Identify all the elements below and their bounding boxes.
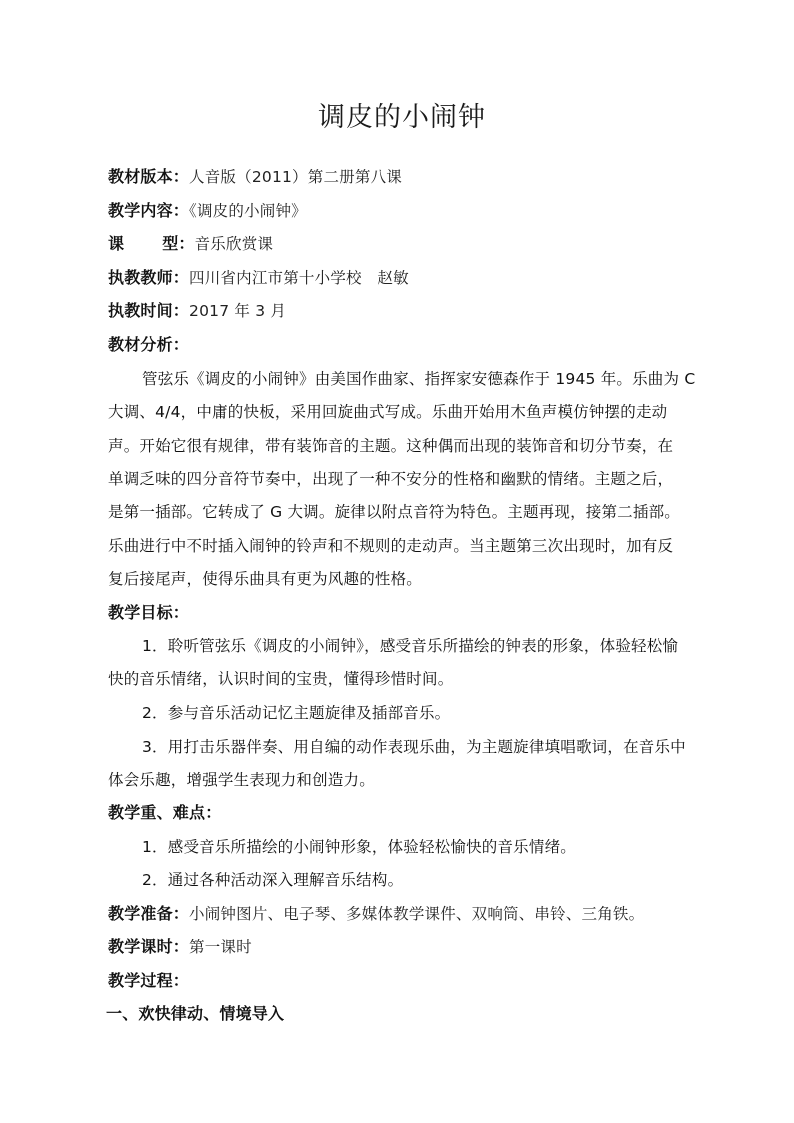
analysis-paragraph-line: 声。开始它很有规律，带有装饰音的主题。这种偶而出现的装饰音和切分节奏，在 (108, 437, 674, 455)
meta-teaching-content (108, 200, 696, 222)
periods-line (108, 936, 696, 958)
meta-textbook-version (108, 166, 696, 188)
meta-value: 音乐欣赏课 (194, 235, 274, 253)
meta-label: 执教教师： (108, 268, 190, 287)
periods-value: 第一课时 (189, 938, 252, 956)
analysis-paragraph-line: 单调乏味的四分音符节奏中，出现了一种不安分的性格和幽默的情绪。主题之后， (108, 470, 674, 488)
section-heading: 教学过程： (108, 971, 190, 990)
meta-value: 四川省内江市第十小学校 赵敏 (189, 269, 409, 287)
analysis-paragraph-line: 乐曲进行中不时插入闹钟的铃声和不规则的走动声。当主题第三次出现时，加有反 (108, 537, 674, 555)
goal-item-line: 体会乐趣，增强学生表现力和创造力。 (108, 771, 375, 789)
periods-label: 教学课时： (108, 937, 190, 956)
section-heading: 教学重、难点： (108, 803, 222, 822)
analysis-paragraph-line: 大调、4/4，中庸的快板，采用回旋曲式写成。乐曲开始用木鱼声模仿钟摆的走动 (108, 403, 668, 421)
section-heading: 一、欢快律动、情境导入 (106, 1004, 285, 1023)
meta-teaching-time (108, 300, 696, 322)
meta-label: 教学内容： (108, 201, 190, 220)
meta-label: 执教时间： (108, 301, 190, 320)
meta-value: 《调皮的小闹钟》 (189, 202, 307, 220)
process-section-1 (106, 1003, 694, 1025)
meta-value: 2017 年 3 月 (189, 302, 287, 320)
goal-item-line: 3．用打击乐器伴奏、用自编的动作表现乐曲，为主题旋律填唱歌词，在音乐中 (142, 738, 686, 756)
analysis-paragraph-line: 复后接尾声，使得乐曲具有更为风趣的性格。 (108, 570, 423, 588)
section-heading: 教材分析： (108, 335, 190, 354)
document-title: 调皮的小闹钟 (318, 102, 486, 133)
goals-heading (108, 602, 696, 624)
preparation-line (108, 903, 696, 925)
key-point-item: 2．通过各种活动深入理解音乐结构。 (142, 871, 404, 889)
goal-item-line: 2．参与音乐活动记忆主题旋律及插部音乐。 (142, 704, 451, 722)
meta-lesson-type (108, 233, 696, 255)
analysis-paragraph-line: 是第一插部。它转成了 G 大调。旋律以附点音符为特色。主题再现，接第二插部。 (108, 503, 680, 521)
meta-teacher (108, 267, 696, 289)
section-heading: 教学目标： (108, 603, 190, 622)
analysis-paragraph-line: 管弦乐《调皮的小闹钟》由美国作曲家、指挥家安德森作于 1945 年。乐曲为 C (142, 370, 696, 388)
analysis-heading (108, 334, 696, 356)
key-points-heading (108, 802, 696, 824)
goal-item-line: 快的音乐情绪，认识时间的宝贵，懂得珍惜时间。 (108, 670, 454, 688)
process-heading (108, 970, 696, 992)
meta-label-b: 型： (162, 234, 195, 253)
preparation-label: 教学准备： (108, 904, 190, 923)
meta-label-a: 课 (108, 234, 125, 253)
meta-value: 人音版（2011）第二册第八课 (189, 168, 402, 186)
goal-item-line: 1．聆听管弦乐《调皮的小闹钟》，感受音乐所描绘的钟表的形象，体验轻松愉 (142, 637, 679, 655)
preparation-value: 小闹钟图片、电子琴、多媒体教学课件、双响筒、串铃、三角铁。 (189, 905, 645, 923)
key-point-item: 1．感受音乐所描绘的小闹钟形象，体验轻松愉快的音乐情绪。 (142, 838, 576, 856)
meta-label: 教材版本： (108, 167, 190, 186)
